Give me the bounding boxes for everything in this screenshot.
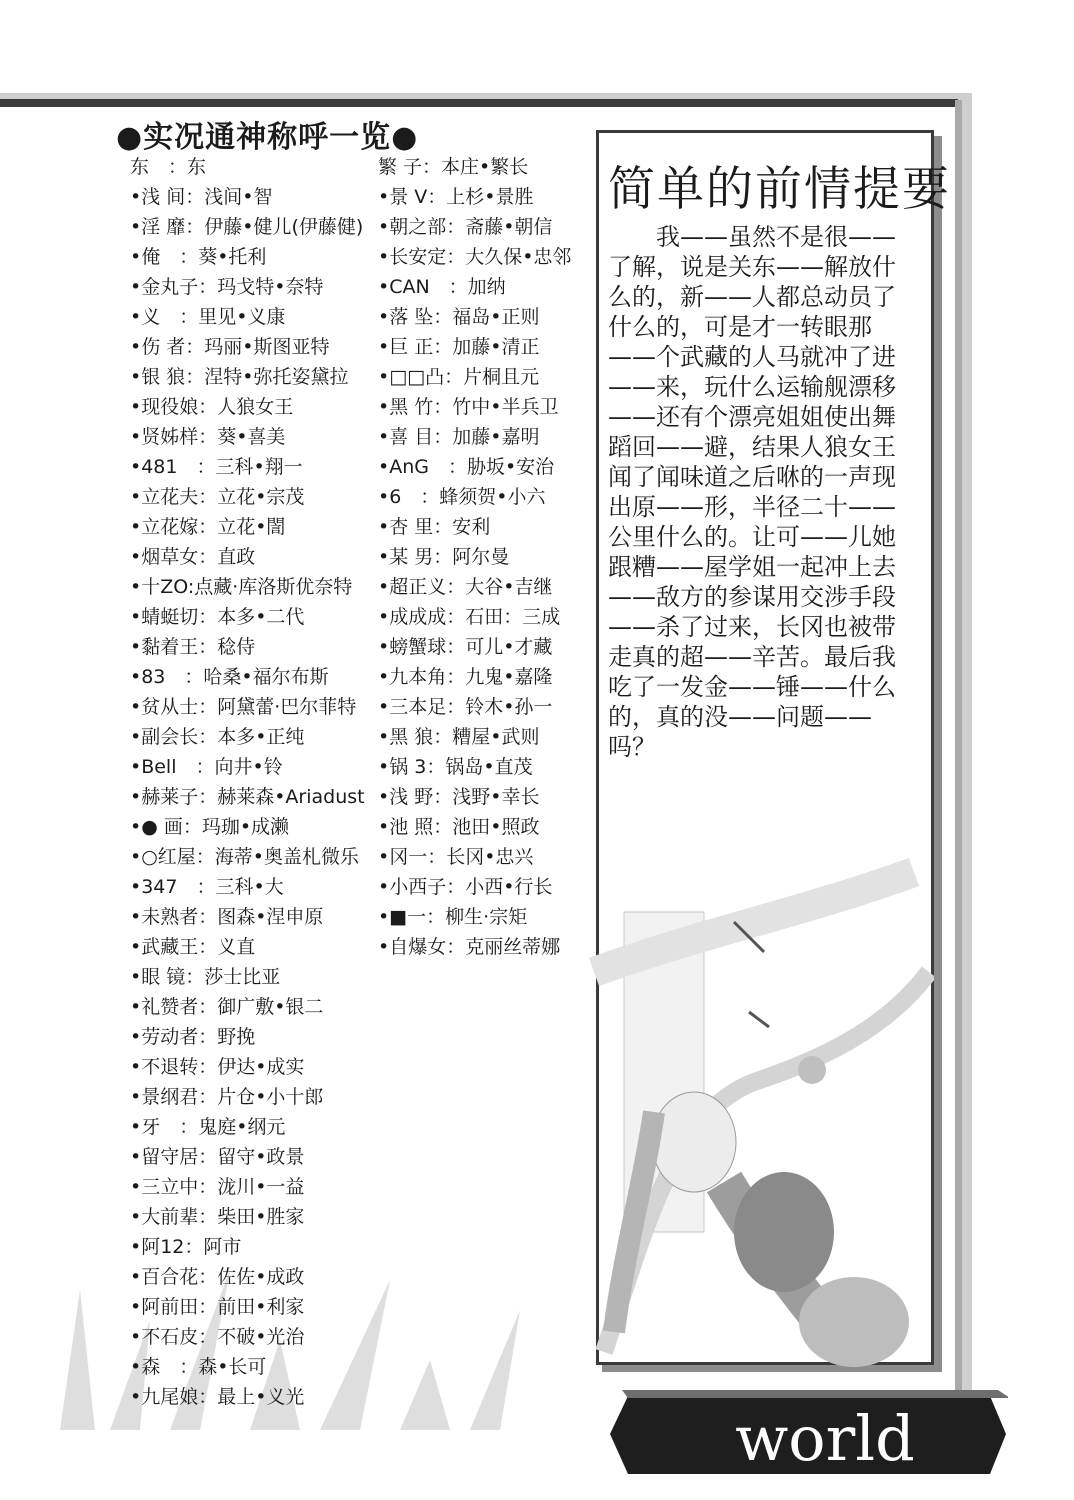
frame-top-line <box>0 99 965 107</box>
nickname-entry: •眼 镜：莎士比亚 <box>130 966 281 988</box>
nickname-entry: •劳动者：野挽 <box>130 1026 256 1048</box>
nickname-entry: •伤 者：玛丽•斯图亚特 <box>130 336 330 358</box>
nickname-entry: 繁 子：本庄•繁长 <box>378 156 529 178</box>
nickname-entry: •杏 里：安利 <box>378 516 491 538</box>
nickname-entry: •阿前田：前田•利家 <box>130 1296 305 1318</box>
nickname-entry: •牙 ：鬼庭•纲元 <box>130 1116 286 1138</box>
nickname-entry: •森 ：森•长可 <box>130 1356 267 1378</box>
nickname-entry: •小西子：小西•行长 <box>378 876 553 898</box>
nickname-entry: •Bell ：向井•铃 <box>130 756 283 778</box>
nickname-entry: •黏着王：稔侍 <box>130 636 256 658</box>
summary-title: 简单的前情提要 <box>608 162 951 217</box>
frame-top-band <box>0 93 970 100</box>
nickname-entry: •未熟者：图森•涅申原 <box>130 906 324 928</box>
nickname-entry: •83 ：哈桑•福尔布斯 <box>130 666 329 688</box>
nickname-entry: •池 照：池田•照政 <box>378 816 540 838</box>
nickname-entry: •AnG ：胁坂•安治 <box>378 456 555 478</box>
frame-right-line <box>955 100 962 1430</box>
nickname-entry: •贫从士：阿黛蕾·巴尔菲特 <box>130 696 357 718</box>
nickname-entry: •超正义：大谷•吉继 <box>378 576 553 598</box>
nickname-entry: •浅 野：浅野•幸长 <box>378 786 540 808</box>
nickname-entry: •不退转：伊达•成实 <box>130 1056 305 1078</box>
nickname-entry: •九尾娘：最上•义光 <box>130 1386 305 1408</box>
nickname-entry: •景纲君：片仓•小十郎 <box>130 1086 324 1108</box>
nickname-entry: •大前辈：柴田•胜家 <box>130 1206 305 1228</box>
nickname-list-left <box>130 152 365 1412</box>
nickname-entry: •百合花：佐佐•成政 <box>130 1266 305 1288</box>
nickname-entry: •● 画：玛珈•成濑 <box>130 816 290 838</box>
nickname-entry: •不石皮：不破•光治 <box>130 1326 305 1348</box>
nickname-entry: •锅 3：锅岛•直茂 <box>378 756 533 778</box>
nickname-entry: •副会长：本多•正纯 <box>130 726 305 748</box>
nickname-entry: •三立中：泷川•一益 <box>130 1176 305 1198</box>
nickname-entry: 东 ：东 <box>130 156 207 178</box>
nickname-list-right <box>378 152 571 962</box>
nickname-entry: •某 男：阿尔曼 <box>378 546 510 568</box>
nickname-entry: •蜻蜓切：本多•二代 <box>130 606 305 628</box>
nickname-entry: •自爆女：克丽丝蒂娜 <box>378 936 561 958</box>
nickname-entry: •留守居：留守•政景 <box>130 1146 305 1168</box>
nickname-entry: •烟草女：直政 <box>130 546 256 568</box>
character-illustration <box>584 852 934 1372</box>
nickname-entry: •银 狼：涅特•弥托姿黛拉 <box>130 366 349 388</box>
nickname-entry: •成成成：石田：三成 <box>378 606 561 628</box>
nickname-entry: •金丸子：玛戈特•奈特 <box>130 276 324 298</box>
nickname-entry: •礼赞者：御广敷•银二 <box>130 996 324 1018</box>
nickname-entry: •九本角：九鬼•嘉隆 <box>378 666 553 688</box>
nickname-entry: •俺 ：葵•托利 <box>130 246 267 268</box>
nickname-entry: •阿12：阿市 <box>130 1236 242 1258</box>
world-label: world <box>735 1402 915 1475</box>
nickname-entry: •景 V：上杉•景胜 <box>378 186 534 208</box>
nickname-entry: •立花嫁：立花•誾 <box>130 516 286 538</box>
nickname-entry: •现役娘：人狼女王 <box>130 396 294 418</box>
nickname-entry: •武藏王：义直 <box>130 936 256 958</box>
nickname-entry: •落 坠：福岛•正则 <box>378 306 540 328</box>
nickname-entry: •黑 竹：竹中•半兵卫 <box>378 396 559 418</box>
nickname-entry: •立花夫：立花•宗茂 <box>130 486 305 508</box>
nickname-entry: •□□凸：片桐且元 <box>378 366 540 388</box>
nickname-entry: •黑 狼：糟屋•武则 <box>378 726 540 748</box>
nickname-list-title: ●实况通神称呼一览● <box>116 120 419 155</box>
nickname-entry: •三本足：铃木•孙一 <box>378 696 553 718</box>
nickname-entry: •喜 目：加藤•嘉明 <box>378 426 540 448</box>
nickname-entry: •十ZO:点藏·库洛斯优奈特 <box>130 576 353 598</box>
nickname-entry: •淫 靡：伊藤•健儿(伊藤健) <box>130 216 364 238</box>
nickname-entry: •贤姊样：葵•喜美 <box>130 426 286 448</box>
nickname-entry: •浅 间：浅间•智 <box>130 186 273 208</box>
nickname-entry: •CAN ：加纳 <box>378 276 506 298</box>
nickname-entry: •6 ：蜂须贺•小六 <box>378 486 546 508</box>
nickname-entry: •义 ：里见•义康 <box>130 306 286 328</box>
nickname-entry: •赫莱子：赫莱森•Ariadust <box>130 786 365 808</box>
nickname-entry: •■一：柳生·宗矩 <box>378 906 528 928</box>
nickname-entry: •朝之部：斋藤•朝信 <box>378 216 553 238</box>
nickname-entry: •冈一：长冈•忠兴 <box>378 846 534 868</box>
nickname-entry: •螃蟹球：可儿•才藏 <box>378 636 553 658</box>
nickname-entry: •347 ：三科•大 <box>130 876 284 898</box>
nickname-entry: •481 ：三科•翔一 <box>130 456 303 478</box>
nickname-entry: •长安定：大久保•忠邻 <box>378 246 572 268</box>
summary-text: 我——虽然不是很——了解，说是关东——解放什么的，新——人都总动员了什么的，可是才一转眼那——个武藏的人马就冲了进——来，玩什么运输舰漂移——还有个漂亮姐姐使出舞蹈回——避，结果人狼女王闻了闻味道之后咻的一声现出原——形，半径二十——公里什么的。让可——儿她跟糟——屋学姐一起冲上去——敌方的参谋用交涉手段——杀了过来，长冈也被带走真的超——辛苦。最后我吃了一发金——锤——什么的，真的没——问题——吗？ <box>608 223 896 761</box>
nickname-entry: •○红屋：海蒂•奥盖札微乐 <box>130 846 359 868</box>
nickname-entry: •巨 正：加藤•清正 <box>378 336 540 358</box>
